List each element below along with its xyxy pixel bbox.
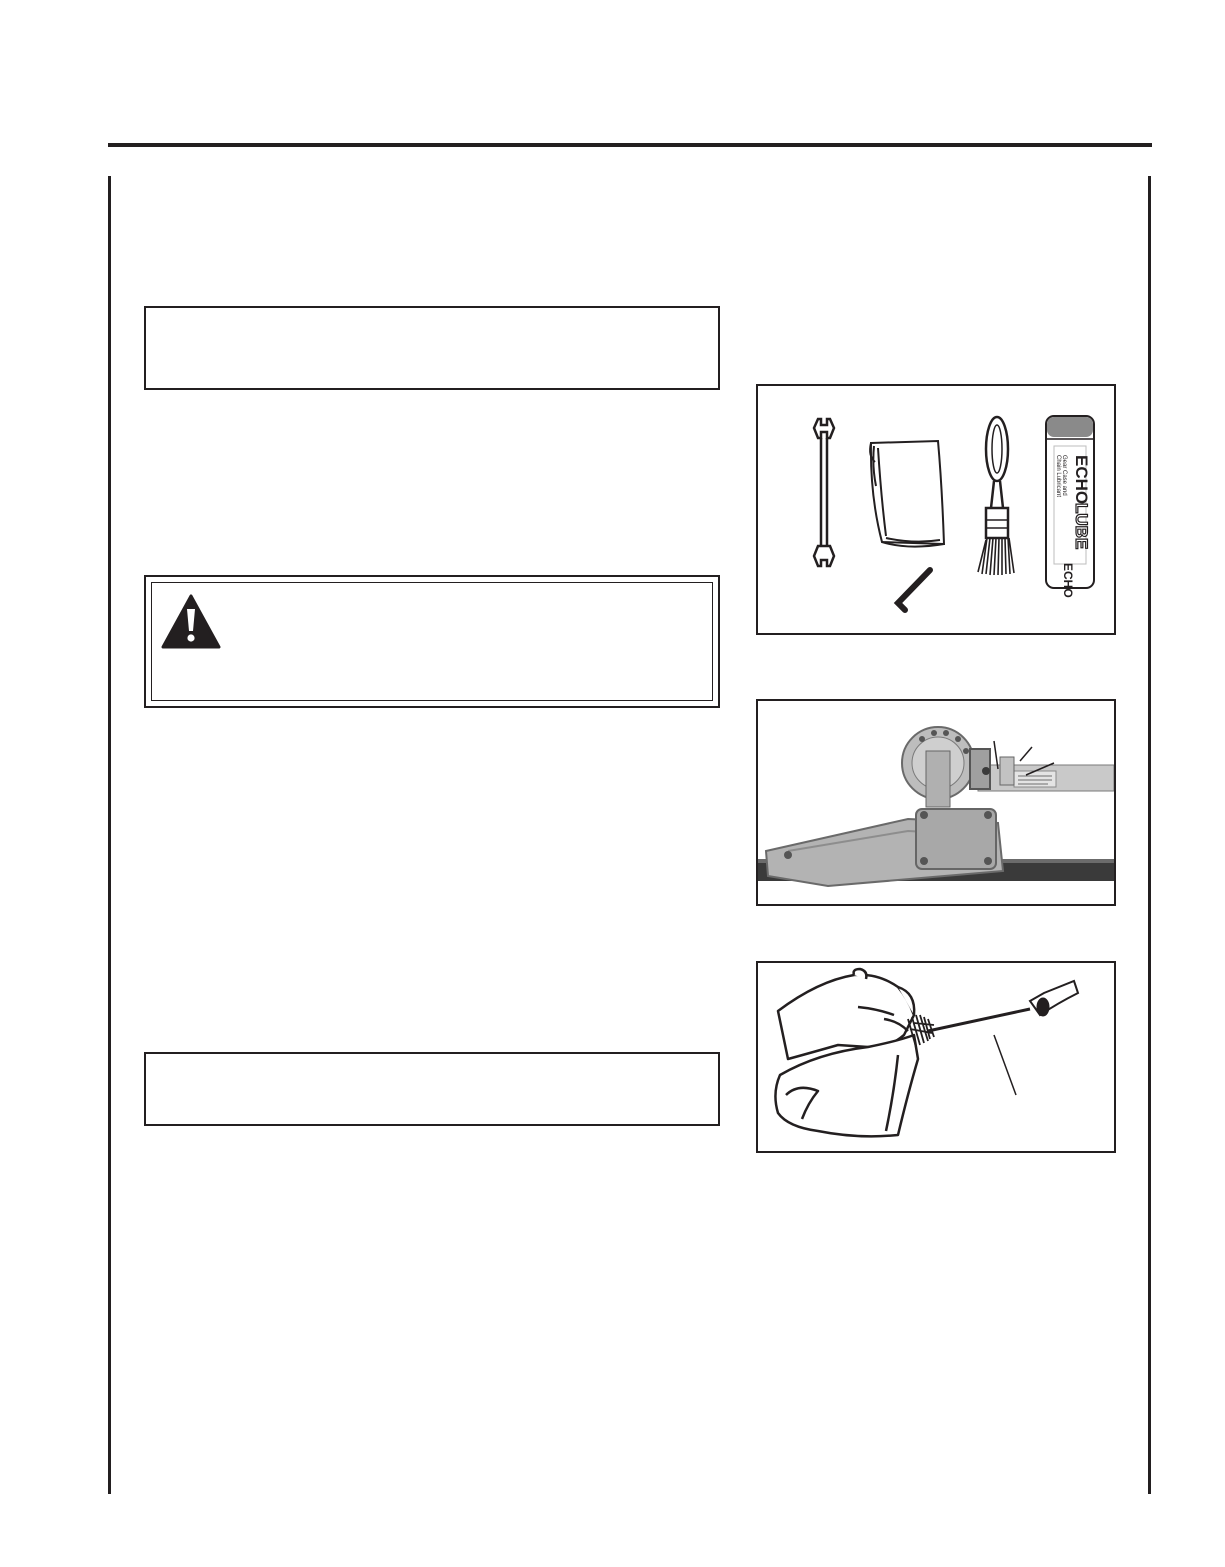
hex-key-icon [898,570,930,610]
lube-tube-icon [1046,416,1094,598]
figure-cleaning [756,961,1116,1153]
shop-rag-icon [870,441,944,547]
warning-box [144,575,720,708]
header-rule [108,143,1152,147]
tube-sub-label-1: Gear Case and [1061,455,1067,496]
note-box-top [144,306,720,390]
right-margin-rule [1148,176,1151,1494]
left-margin-rule [108,176,111,1494]
screwdriver-shaft [928,981,1078,1031]
note-box-bottom [144,1052,720,1126]
tube-brand-label: ECHO [1072,455,1091,505]
brush-icon [978,417,1014,575]
wrench-icon [814,419,834,566]
callout-line [994,1035,1016,1095]
tube-footer-brand: ECHO [1061,563,1075,598]
tube-product-label: LUBE [1072,503,1091,550]
figure-tools [756,384,1116,635]
warning-triangle-icon [161,594,221,650]
tube-sub-label-2: Chain Lubricant [1055,455,1061,498]
warning-inner-frame [151,582,713,701]
figure-gear-case [756,699,1116,906]
